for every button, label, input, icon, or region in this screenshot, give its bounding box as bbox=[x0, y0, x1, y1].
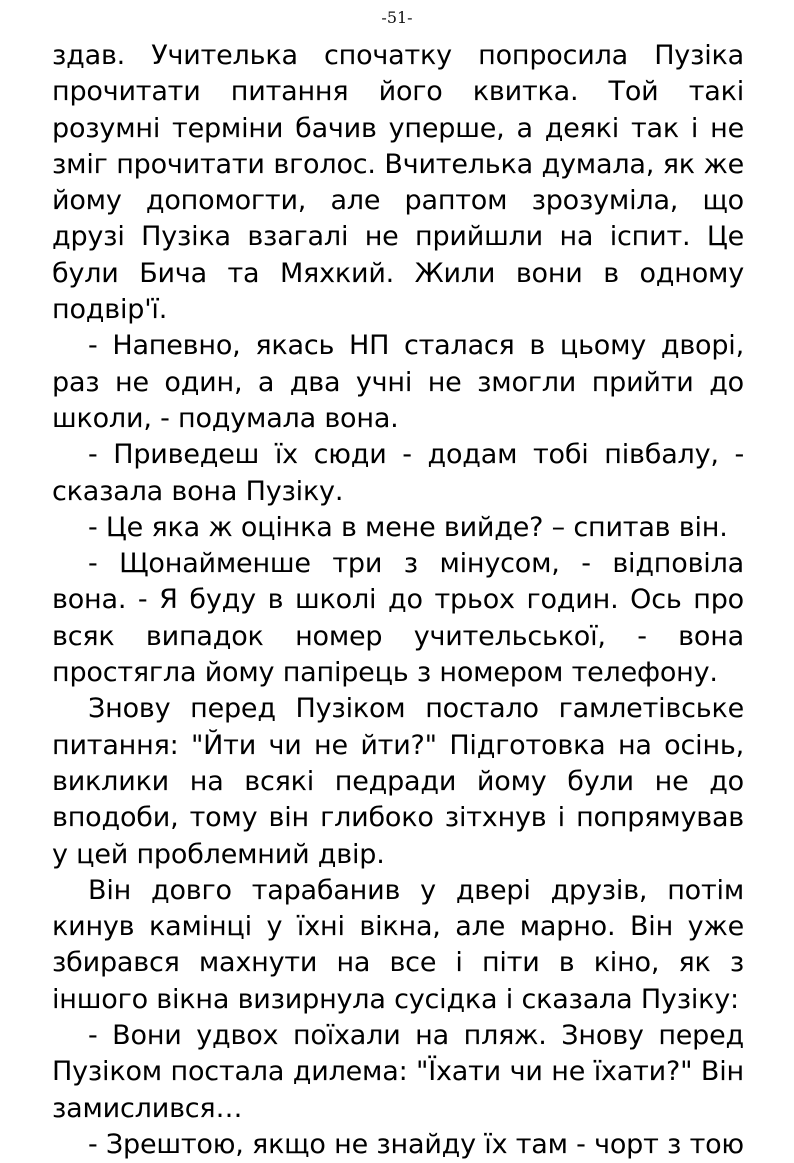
paragraph-4: - Це яка ж оцінка в мене вийде? – спитав він. bbox=[88, 511, 728, 543]
page-number: -51- bbox=[381, 8, 413, 27]
paragraph-7: Він довго тарабанив у двері друзів, потім кинув камінці у їхні вікна, але марно. Він уже збирався махнути на все і піти в кіно, як з іншого вікна визирнула сусідка і сказала Пузіку: bbox=[52, 874, 744, 1015]
paragraph-8: - Вони удвох поїхали на пляж. Знову перед Пузіком постала дилема: "Їхати чи не їхати?" Він замислився… bbox=[52, 1020, 744, 1124]
page-body bbox=[52, 38, 744, 1163]
paragraph-5: - Щонайменше три з мінусом, - відповіла вона. - Я буду в школі до трьох годин. Ось про всяк випадок номер учительської, - вона простягла йому папірець з номером телефону. bbox=[52, 548, 744, 689]
paragraph-2: - Напевно, якась НП сталася в цьому дворі, раз не один, а два учні не змогли прийти до школи, - подумала вона. bbox=[52, 330, 744, 434]
paragraph-6: Знову перед Пузіком постало гамлетівське питання: "Йти чи не йти?" Підготовка на осінь, виклики на всякі педради йому були не до вподоби, тому він глибоко зітхнув і попрямував у цей проблемний двір. bbox=[52, 693, 744, 870]
paragraph-9: - Зрештою, якщо не знайду їх там - чорт з тою bbox=[88, 1128, 744, 1160]
paragraph-3: - Приведеш їх сюди - додам тобі півбалу, - сказала вона Пузіку. bbox=[52, 439, 744, 507]
paragraph-1: здав. Учителька спочатку попросила Пузіка прочитати питання його квитка. Той такі розумні терміни бачив уперше, а деякі так і не зміг прочитати вголос. Вчителька думала, як же йому допомогти, але раптом зрозуміла, що друзі Пузіка взагалі не прийшли на іспит. Це були Бича та Мяхкий. Жили вони в одному подвір'ї. bbox=[52, 40, 744, 326]
